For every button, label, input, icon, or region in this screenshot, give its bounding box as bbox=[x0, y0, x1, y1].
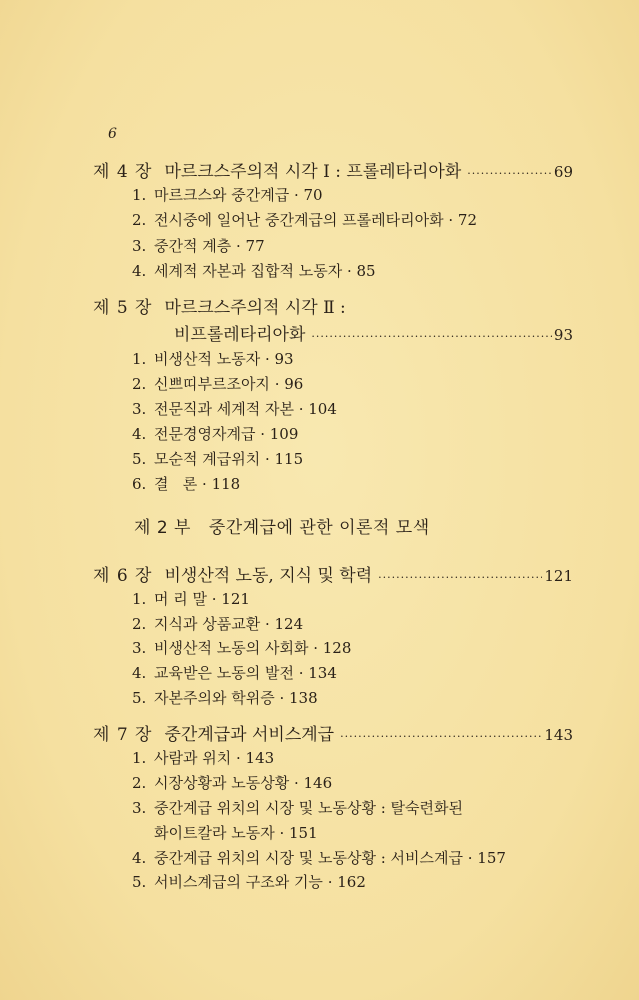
section-item bbox=[132, 662, 337, 683]
section-number: 1. bbox=[132, 749, 147, 767]
chapter-4-heading bbox=[93, 157, 573, 182]
section-text: 비생산적 노동자 · 93 bbox=[154, 350, 294, 368]
section-number: 2. bbox=[132, 774, 147, 792]
section-item bbox=[132, 847, 506, 868]
section-text: 전문직과 세계적 자본 · 104 bbox=[154, 400, 337, 418]
section-text: 전시중에 일어난 중간계급의 프롤레타리아화 · 72 bbox=[154, 211, 478, 229]
chapter-title: 마르크스주의적 시각 I : 프롤레타리아화 bbox=[164, 162, 462, 182]
section-text: 중간계급 위치의 시장 및 노동상황 : 탈숙련화된 bbox=[154, 799, 463, 817]
chapter-title-continued: 비프롤레타리아화 bbox=[174, 325, 306, 345]
section-item bbox=[132, 588, 250, 609]
part-heading bbox=[134, 513, 430, 538]
section-item bbox=[132, 687, 318, 708]
chapter-page: 121 bbox=[544, 567, 573, 585]
section-number: 1. bbox=[132, 590, 147, 608]
chapter-number: 제 4 장 bbox=[93, 162, 153, 182]
part-number: 제 2 부 bbox=[134, 518, 191, 538]
section-number: 3. bbox=[132, 639, 147, 657]
section-item bbox=[132, 637, 351, 658]
section-item bbox=[132, 871, 366, 892]
section-number: 2. bbox=[132, 615, 147, 633]
chapter-number: 제 6 장 bbox=[93, 566, 153, 586]
section-text: 교육받은 노동의 발전 · 134 bbox=[154, 664, 337, 682]
chapter-5-heading bbox=[93, 293, 573, 318]
chapter-6-heading bbox=[93, 561, 573, 586]
section-text: 머 리 말 · 121 bbox=[154, 590, 250, 608]
section-item bbox=[132, 348, 294, 369]
section-item bbox=[132, 260, 376, 281]
section-number: 5. bbox=[132, 689, 147, 707]
section-number: 2. bbox=[132, 211, 147, 229]
section-item bbox=[132, 772, 332, 793]
section-number: 4. bbox=[132, 262, 147, 280]
section-number: 4. bbox=[132, 849, 147, 867]
section-text: 전문경영자계급 · 109 bbox=[154, 425, 299, 443]
section-number: 1. bbox=[132, 350, 147, 368]
section-number: 5. bbox=[132, 450, 147, 468]
section-number: 3. bbox=[132, 237, 147, 255]
section-item bbox=[132, 613, 303, 634]
section-item bbox=[132, 209, 477, 230]
section-item bbox=[132, 797, 463, 818]
section-item bbox=[132, 373, 303, 394]
section-text: 사람과 위치 · 143 bbox=[154, 749, 275, 767]
section-text: 시장상황과 노동상황 · 146 bbox=[154, 774, 333, 792]
chapter-number: 제 7 장 bbox=[93, 725, 153, 745]
page-number: 6 bbox=[108, 126, 117, 142]
section-text: 마르크스와 중간계급 · 70 bbox=[154, 186, 323, 204]
section-number: 5. bbox=[132, 873, 147, 891]
section-item bbox=[132, 423, 298, 444]
chapter-page: 143 bbox=[544, 726, 573, 744]
section-item bbox=[132, 473, 240, 494]
section-text: 중간계급 위치의 시장 및 노동상황 : 서비스계급 · 157 bbox=[154, 849, 506, 867]
section-text: 결 론 · 118 bbox=[154, 475, 241, 493]
chapter-7-heading bbox=[93, 720, 573, 745]
section-number: 1. bbox=[132, 186, 147, 204]
section-item bbox=[132, 184, 323, 205]
section-number: 4. bbox=[132, 425, 147, 443]
section-number: 6. bbox=[132, 475, 147, 493]
dot-leader bbox=[378, 572, 542, 583]
chapter-title: 비생산적 노동, 지식 및 학력 bbox=[164, 566, 373, 586]
chapter-title: 마르크스주의적 시각 Ⅱ : bbox=[164, 298, 346, 318]
section-number: 2. bbox=[132, 375, 147, 393]
chapter-title: 중간계급과 서비스계급 bbox=[164, 725, 335, 745]
part-title: 중간계급에 관한 이론적 모색 bbox=[208, 518, 430, 538]
section-item bbox=[132, 448, 303, 469]
section-text: 세계적 자본과 집합적 노동자 · 85 bbox=[154, 262, 376, 280]
chapter-5-heading-cont bbox=[174, 320, 573, 345]
chapter-page: 93 bbox=[553, 326, 573, 344]
section-text: 자본주의와 학위증 · 138 bbox=[154, 689, 318, 707]
dot-leader bbox=[467, 168, 552, 179]
section-item bbox=[132, 398, 337, 419]
section-text: 모순적 계급위치 · 115 bbox=[154, 450, 304, 468]
section-text: 비생산적 노동의 사회화 · 128 bbox=[154, 639, 352, 657]
section-text-continued: 화이트칼라 노동자 · 151 bbox=[154, 824, 318, 842]
chapter-number: 제 5 장 bbox=[93, 298, 153, 318]
section-item bbox=[132, 235, 265, 256]
section-number: 4. bbox=[132, 664, 147, 682]
section-item bbox=[132, 747, 274, 768]
dot-leader bbox=[340, 731, 542, 742]
section-text: 중간적 계층 · 77 bbox=[154, 237, 265, 255]
section-text: 지식과 상품교환 · 124 bbox=[154, 615, 304, 633]
section-number: 3. bbox=[132, 400, 147, 418]
chapter-page: 69 bbox=[553, 163, 573, 181]
section-number: 3. bbox=[132, 799, 147, 817]
section-text: 서비스계급의 구조와 기능 · 162 bbox=[154, 873, 366, 891]
section-text: 신쁘띠부르조아지 · 96 bbox=[154, 375, 304, 393]
dot-leader bbox=[311, 331, 552, 342]
section-item-continued bbox=[154, 822, 318, 843]
